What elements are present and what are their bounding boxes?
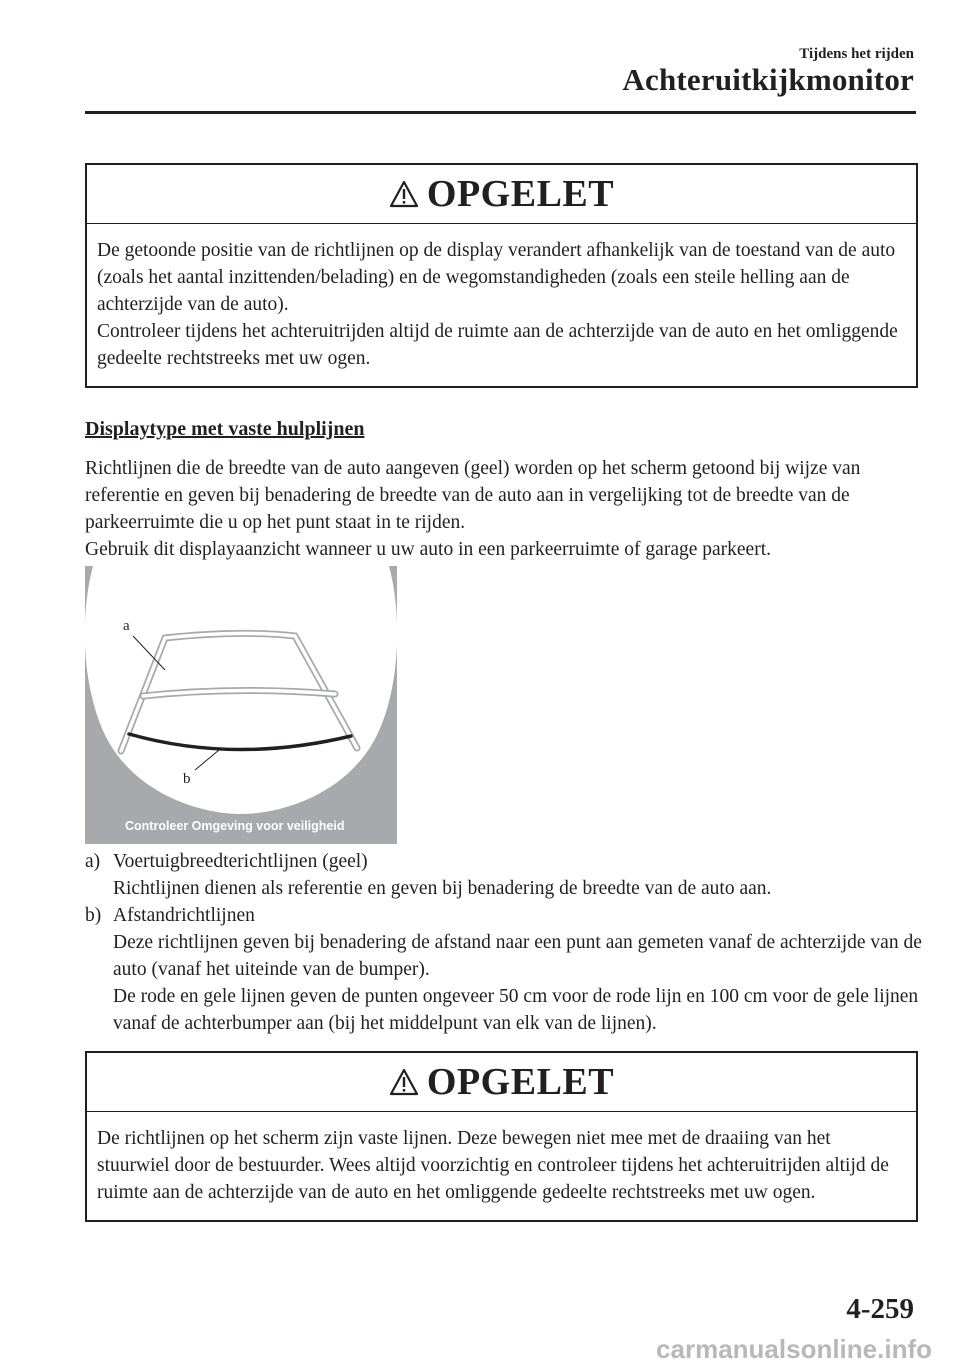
legend-description: Deze richtlijnen geven bij benadering de afstand naar een punt aan gemeten vanaf de achterzijde van de auto (vanaf het uiteinde van de bumper). xyxy=(113,932,922,980)
display-warning-text: Controleer Omgeving voor veiligheid xyxy=(125,819,345,833)
callout-label-a: a xyxy=(123,618,130,634)
legend-description: De rode en gele lijnen geven de punten ongeveer 50 cm voor de rode lijn en 100 cm voor de gele lijnen vanaf de achterbumper aan (bij het middelpunt van elk van de lijnen). xyxy=(113,986,919,1034)
header-divider xyxy=(85,111,916,114)
legend-title: Afstandrichtlijnen xyxy=(113,905,255,926)
caution-paragraph: De getoonde positie van de richtlijnen op de display verandert afhankelijk van de toestand van de auto (zoals het aantal inzittenden/belading) en de wegomstandigheden (zoals een steile helling aan de achterzijde van de auto). xyxy=(97,240,896,315)
body-paragraph: Richtlijnen die de breedte van de auto aangeven (geel) worden op het scherm getoond bij wijze van referentie en geven bij benadering de breedte van de auto aan in vergelijking tot de breedte van de parkeerruimte die u op het punt staat in te rijden. xyxy=(85,458,861,533)
section-body xyxy=(85,455,925,563)
callout-label-b: b xyxy=(183,771,191,787)
caution-title: OPGELET xyxy=(426,1061,615,1103)
rear-camera-illustration xyxy=(85,566,397,844)
caution-box-1 xyxy=(85,163,918,388)
page-title: Achteruitkijkmonitor xyxy=(622,62,914,97)
warning-triangle-icon xyxy=(389,1068,419,1096)
caution-paragraph: De richtlijnen op het scherm zijn vaste lijnen. Deze bewegen niet mee met de draaiing van het stuurwiel door de bestuurder. Wees altijd voorzichtig en controleer tijdens het achteruitrijden altijd de ruimte aan de achterzijde van de auto en het omliggende gedeelte rechtstreeks met uw ogen. xyxy=(97,1128,889,1203)
caution-text xyxy=(87,1112,916,1220)
caution-box-2 xyxy=(85,1051,918,1222)
caution-text xyxy=(87,224,916,386)
caution-paragraph: Controleer tijdens het achteruitrijden altijd de ruimte aan de achterzijde van de auto en het omliggende gedeelte rechtstreeks met uw ogen. xyxy=(97,321,898,369)
running-header-section: Tijdens het rijden xyxy=(799,46,914,62)
figure-legend xyxy=(85,848,925,1037)
body-paragraph: Gebruik dit displayaanzicht wanneer u uw auto in een parkeerruimte of garage parkeert. xyxy=(85,539,771,560)
section-heading: Displaytype met vaste hulplijnen xyxy=(85,418,365,440)
watermark: carmanualsonline.info xyxy=(656,1334,932,1364)
page-number: 4-259 xyxy=(846,1293,914,1325)
caution-header xyxy=(87,1053,916,1112)
caution-header xyxy=(87,165,916,224)
camera-display-drawing xyxy=(85,566,397,844)
warning-triangle-icon xyxy=(389,180,419,208)
legend-item-a xyxy=(85,848,925,902)
caution-title: OPGELET xyxy=(426,173,615,215)
legend-key: a) xyxy=(85,851,101,872)
legend-key: b) xyxy=(85,905,102,926)
legend-description: Richtlijnen dienen als referentie en geven bij benadering de breedte van de auto aan. xyxy=(113,878,772,899)
legend-item-b xyxy=(85,902,925,1037)
legend-title: Voertuigbreedterichtlijnen (geel) xyxy=(113,851,368,872)
